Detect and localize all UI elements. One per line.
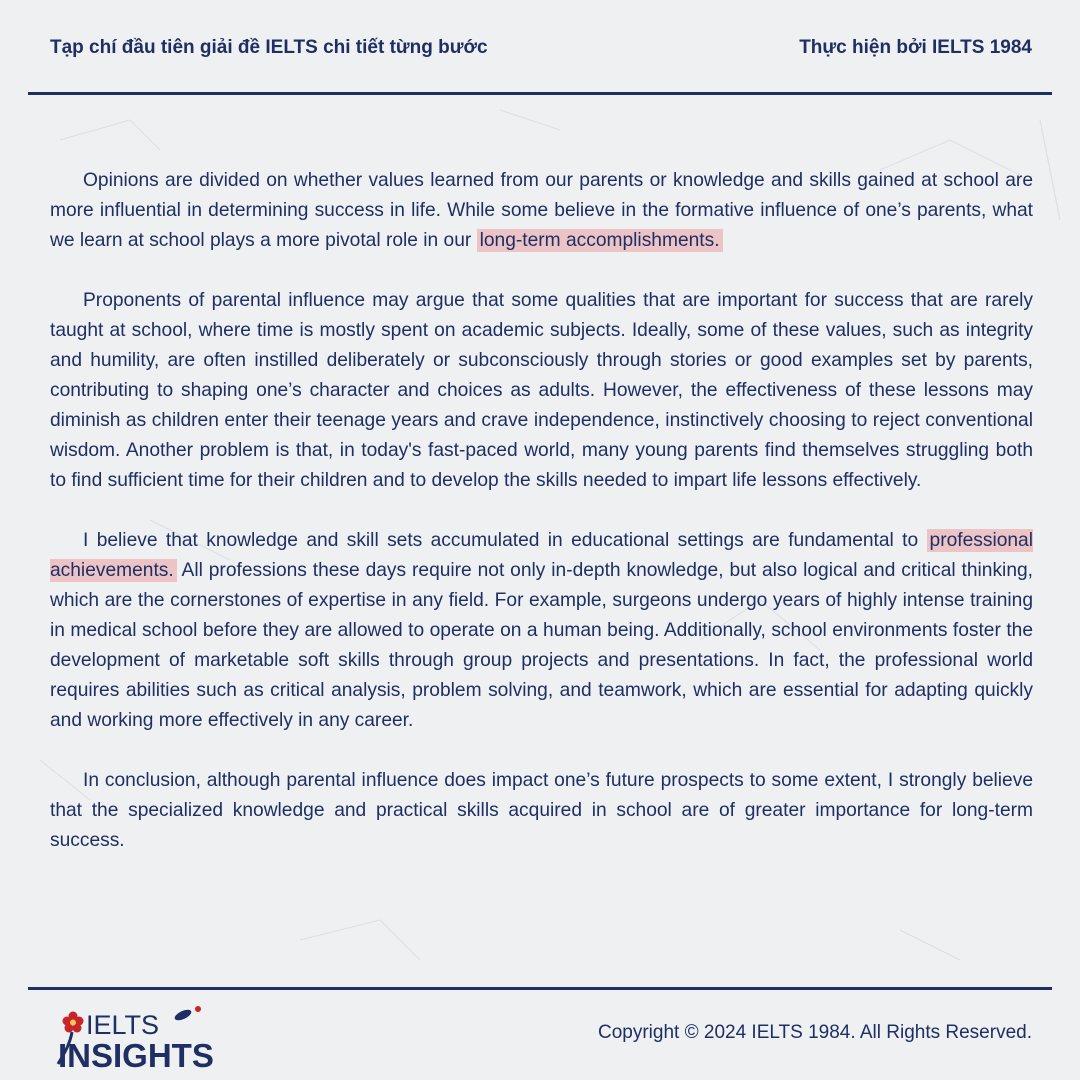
producer-credit: Thực hiện bởi IELTS 1984: [799, 37, 1032, 58]
highlight-professional-achievements: professional achievements.: [50, 530, 1033, 581]
essay-paragraph-body-1: Proponents of parental influence may argue that some qualities that are important for success that are rarely taught at school, where time is mostly spent on academic subjects. Ideally, some of these values, such as integrity and humility, are often instilled deliberately or subconsciously through stories or good examples set by parents, contributing to shaping one’s character and choices as adults. However, the effectiveness of these lessons may diminish as children enter their teenage years and crave independence, instinctively choosing to reject conventional wisdom. Another problem is that, in today's fast-paced world, many young parents find themselves struggling both to find sufficient time for their children and to develop the skills needed to impart life lessons effectively.: [50, 290, 1033, 491]
flower-icon: [63, 1012, 84, 1033]
footer-divider: [28, 987, 1052, 990]
logo-text-ielts: IELTS: [86, 1010, 160, 1040]
essay-paragraph-body-2: I believe that knowledge and skill sets accumulated in educational settings are fundamental to professional achievements. All professions these days require not only in-depth knowledge, but also logical and critical thinking, which are the cornerstones of expertise in any field. For example, surgeons undergo years of highly intense training in medical school before they are allowed to operate on a human being. Additionally, school environments foster the development of marketable soft skills through group projects and presentations. In fact, the professional world requires abilities such as critical analysis, problem solving, and teamwork, which are essential for adapting quickly and working more effectively in any career.: [50, 530, 1033, 731]
page-header: [50, 34, 1032, 62]
logo-text-insights: INSIGHTS: [58, 1037, 214, 1072]
essay-paragraph-intro: Opinions are divided on whether values learned from our parents or knowledge and skills gained at school are more influential in determining success in life. While some believe in the formative influence of one’s parents, what we learn at school plays a more pivotal role in our long-term accomplishments.: [50, 170, 1033, 251]
ielts-insights-logo: [50, 1002, 270, 1072]
highlight-long-term-accomplishments: long-term accomplishments.: [477, 229, 723, 252]
leaf-icon: [173, 1006, 201, 1022]
header-divider: [28, 92, 1052, 95]
magazine-tagline: Tạp chí đầu tiên giải đề IELTS chi tiết từng bước: [50, 37, 488, 58]
copyright-notice: Copyright © 2024 IELTS 1984. All Rights Reserved.: [598, 1022, 1032, 1043]
essay-paragraph-conclusion: In conclusion, although parental influence does impact one’s future prospects to some extent, I strongly believe that the specialized knowledge and practical skills acquired in school are of greater importance for long-term success.: [50, 770, 1033, 851]
essay-body: [50, 166, 1033, 886]
